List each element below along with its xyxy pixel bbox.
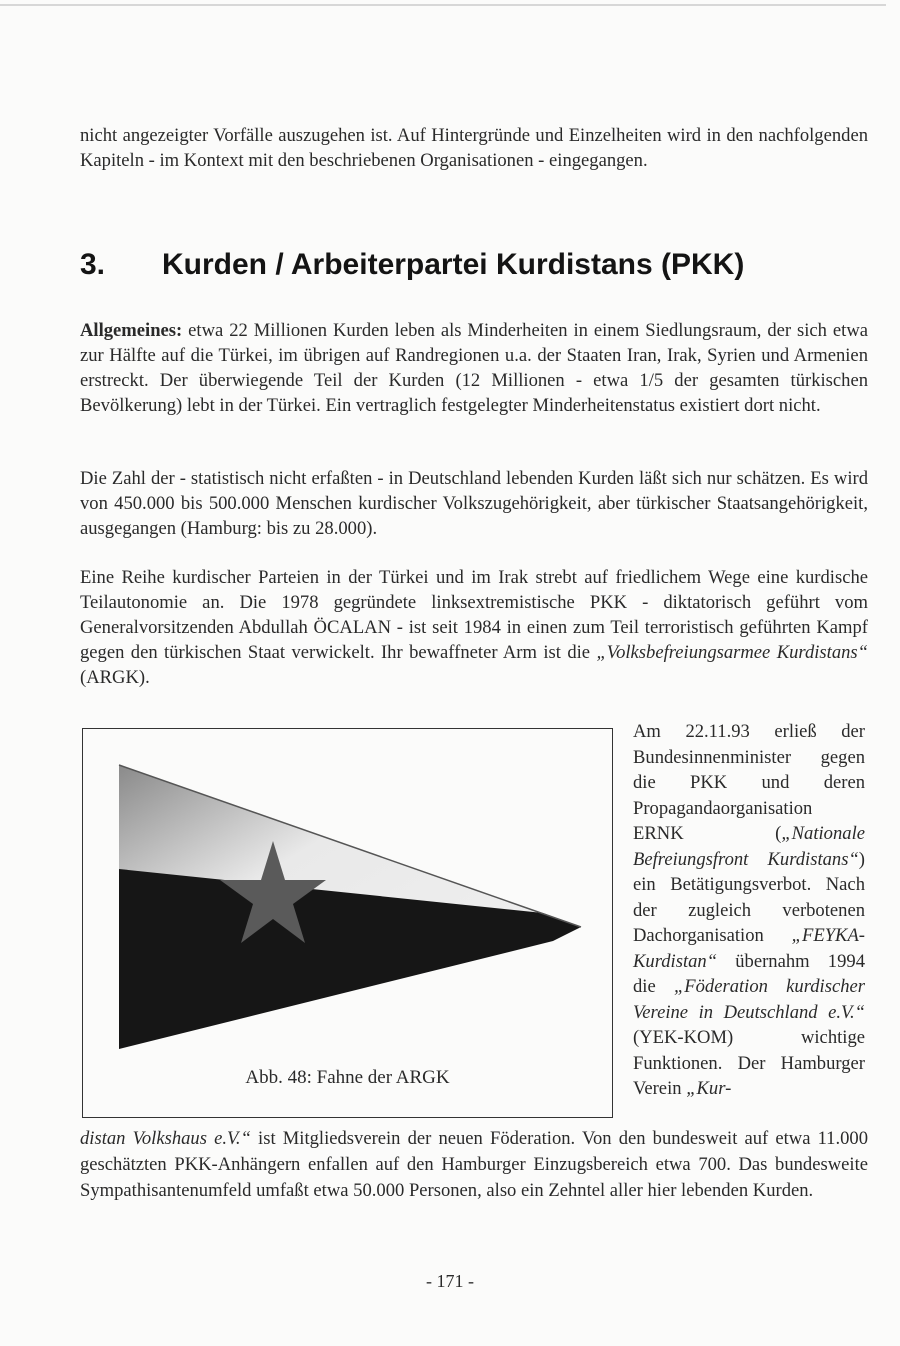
feyka-name: „FEYKA-Kurdistan“ <box>633 925 865 972</box>
figure-caption: Abb. 48: Fahne der ARGK <box>245 1067 450 1088</box>
ban-text-5: ist Mitgliedsverein der neuen Föderation. Von den bundesweit auf etwa 11.000 geschätzten PKK-Anhängern enfallen auf den Hamburger Einzugsbereich etwa 700. Das bundesweite Sympathisantenumfeld umfaßt etwa 50.000 Personen, also ein Zehntel aller hier lebenden Kurden. <box>80 1128 869 1201</box>
paragraph-numbers: Die Zahl der - statistisch nicht erfaßten - in Deutschland lebenden Kurden läßt sich nur schätzen. Es wird von 450.000 bis 500.000 Menschen kurdischer Volkszugehörigkeit, aber türkischer Staatsangehörigkeit, ausgegangen (Hamburg: bis zu 28.000). <box>80 468 868 539</box>
paragraph-parties-tail: (ARGK). <box>80 667 150 688</box>
paragraph-ban-column <box>633 719 865 1102</box>
section-title: Kurden / Arbeiterpartei Kurdistans (PKK) <box>162 248 745 281</box>
paragraph-parties-text: Eine Reihe kurdischer Parteien in der Türkei und im Irak strebt auf friedlichem Wege eine kurdische Teilautonomie an. Die 1978 gegründete linksextremistische PKK - diktatorisch geführt vom Generalvorsitzenden Abdullah ÖCALAN - ist seit 1984 in einen zum Teil terroristisch geführten Kampf gegen den türkischen Staat verwickelt. Ihr bewaffneter Arm ist die <box>80 567 868 663</box>
ban-text-4: (YEK-KOM) wichtige Funktionen. Der Hamburger Verein <box>633 1027 865 1099</box>
paragraph-lead: Allgemeines: <box>80 320 183 341</box>
ban-text-1: Am 22.11.93 erließ der Bundesinnenminister gegen die PKK und deren Propagandaorganisation ERNK ( <box>633 721 865 844</box>
ban-text-3: übernahm 1994 die <box>633 950 865 997</box>
ban-text-2: ) ein Betätigungsverbot. Nach der zugleich verbotenen Dachorganisation <box>633 848 865 946</box>
argk-flag-image <box>113 743 583 1053</box>
volkshaus-name-start: „Kur- <box>686 1078 732 1099</box>
section-heading <box>80 248 744 282</box>
volkshaus-name-end: distan Volkshaus e.V.“ <box>80 1128 251 1149</box>
flag-pennant-bottom <box>119 869 581 1049</box>
paragraph-parties <box>80 565 868 690</box>
paragraph-general <box>80 318 868 418</box>
top-scan-edge <box>0 4 886 6</box>
argk-name: „Volksbefreiungsarmee Kurdistans“ <box>596 642 868 663</box>
paragraph-ban-continued <box>80 1126 868 1204</box>
page-number: - 171 - <box>426 1271 474 1291</box>
yekkom-name: „Föderation kurdischer Vereine in Deutschland e.V.“ <box>633 976 865 1023</box>
ernk-name: „Nationale Befreiungsfront Kurdistans“ <box>633 823 865 870</box>
figure-box <box>82 728 613 1118</box>
paragraph-general-text: etwa 22 Millionen Kurden leben als Minderheiten in einem Siedlungsraum, der sich etwa zur Hälfte auf die Türkei, im übrigen auf Randregionen u.a. der Staaten Iran, Irak, Syrien und Armenien erstreckt. Der überwiegende Teil der Kurden (12 Millionen - etwa 1/5 der gesamten türkischen Bevölkerung) lebt in der Türkei. Ein vertraglich festgelegter Minderheitenstatus existiert dort nicht. <box>80 320 868 416</box>
section-number: 3. <box>80 248 106 281</box>
paragraph-intro: nicht angezeigter Vorfälle auszugehen ist. Auf Hintergründe und Einzelheiten wird in den nachfolgenden Kapiteln - im Kontext mit den beschriebenen Organisationen - eingegangen. <box>80 125 868 171</box>
